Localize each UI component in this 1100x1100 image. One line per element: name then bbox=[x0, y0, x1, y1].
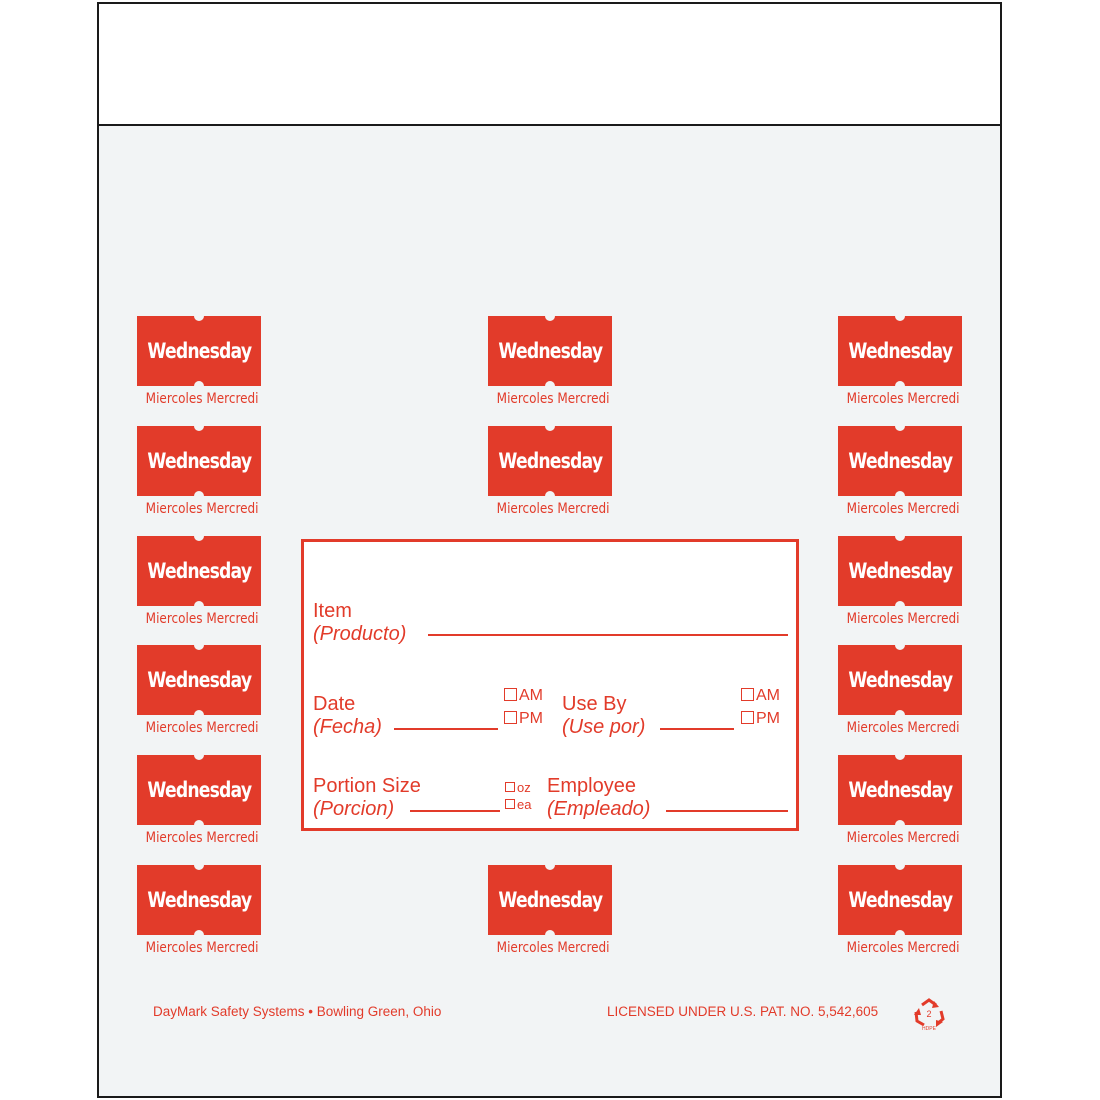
day-label: Wednesday bbox=[147, 778, 251, 802]
day-badge bbox=[137, 426, 261, 496]
day-tag bbox=[838, 755, 964, 855]
day-label: Wednesday bbox=[498, 449, 602, 473]
portion-ea-label: ea bbox=[517, 797, 532, 812]
day-tag bbox=[838, 426, 964, 526]
recycle-number: 2 bbox=[926, 1009, 932, 1019]
day-badge bbox=[838, 426, 962, 496]
day-translation: Miercoles Mercredi bbox=[846, 611, 960, 627]
date-label-es: (Fecha) bbox=[313, 716, 382, 738]
day-label: Wednesday bbox=[147, 449, 251, 473]
day-label: Wednesday bbox=[848, 339, 952, 363]
portion-label-es: (Porcion) bbox=[313, 798, 395, 820]
use-by-pm-checkbox[interactable] bbox=[741, 711, 754, 724]
day-tag bbox=[488, 426, 614, 526]
day-translation: Miercoles Mercredi bbox=[145, 391, 259, 407]
day-badge bbox=[838, 645, 962, 715]
recycle-icon bbox=[912, 997, 946, 1031]
day-badge bbox=[838, 865, 962, 935]
day-badge bbox=[838, 316, 962, 386]
employee-label: Employee bbox=[547, 775, 636, 797]
day-tag bbox=[137, 645, 263, 745]
day-translation: Miercoles Mercredi bbox=[145, 501, 259, 517]
day-tag bbox=[137, 865, 263, 965]
day-translation: Miercoles Mercredi bbox=[496, 391, 610, 407]
use-by-am-label: AM bbox=[756, 687, 780, 704]
day-badge bbox=[137, 536, 261, 606]
use-by-write-line[interactable] bbox=[660, 728, 734, 730]
manufacturer-text: DayMark Safety Systems • Bowling Green, Ohio bbox=[153, 1004, 442, 1019]
date-write-line[interactable] bbox=[394, 728, 498, 730]
date-am-checkbox[interactable] bbox=[504, 688, 517, 701]
date-am-label: AM bbox=[519, 687, 543, 704]
portion-label: Portion Size bbox=[313, 775, 421, 797]
day-label: Wednesday bbox=[147, 668, 251, 692]
day-tag bbox=[838, 865, 964, 965]
portion-oz-checkbox[interactable] bbox=[505, 782, 515, 792]
use-by-pm-label: PM bbox=[756, 710, 780, 727]
item-write-line[interactable] bbox=[428, 634, 788, 636]
date-label: Date bbox=[313, 693, 356, 715]
day-tag bbox=[137, 536, 263, 636]
employee-label-es: (Empleado) bbox=[547, 798, 651, 820]
food-label-form bbox=[301, 539, 799, 831]
day-label: Wednesday bbox=[848, 668, 952, 692]
use-by-am-checkbox[interactable] bbox=[741, 688, 754, 701]
day-translation: Miercoles Mercredi bbox=[145, 720, 259, 736]
day-tag bbox=[137, 316, 263, 416]
day-tag bbox=[838, 645, 964, 745]
day-tag bbox=[488, 865, 614, 965]
day-label: Wednesday bbox=[848, 449, 952, 473]
portion-ea-checkbox[interactable] bbox=[505, 799, 515, 809]
portion-write-line[interactable] bbox=[410, 810, 500, 812]
day-badge bbox=[137, 316, 261, 386]
item-label: Item bbox=[313, 600, 352, 622]
day-tag bbox=[137, 755, 263, 855]
recycle-code: HDPE bbox=[922, 1026, 936, 1031]
employee-write-line[interactable] bbox=[666, 810, 788, 812]
day-translation: Miercoles Mercredi bbox=[145, 940, 259, 956]
date-pm-label: PM bbox=[519, 710, 543, 727]
day-badge bbox=[137, 865, 261, 935]
day-label: Wednesday bbox=[147, 339, 251, 363]
day-badge bbox=[488, 426, 612, 496]
zip-seal-strip bbox=[99, 4, 1000, 126]
day-translation: Miercoles Mercredi bbox=[846, 940, 960, 956]
use-by-label: Use By bbox=[562, 693, 627, 715]
day-translation: Miercoles Mercredi bbox=[846, 720, 960, 736]
date-pm-checkbox[interactable] bbox=[504, 711, 517, 724]
day-label: Wednesday bbox=[848, 778, 952, 802]
day-label: Wednesday bbox=[848, 559, 952, 583]
day-label: Wednesday bbox=[498, 339, 602, 363]
day-badge bbox=[838, 755, 962, 825]
day-translation: Miercoles Mercredi bbox=[496, 501, 610, 517]
day-label: Wednesday bbox=[848, 888, 952, 912]
day-translation: Miercoles Mercredi bbox=[145, 830, 259, 846]
day-translation: Miercoles Mercredi bbox=[846, 391, 960, 407]
day-translation: Miercoles Mercredi bbox=[846, 501, 960, 517]
day-tag bbox=[838, 316, 964, 416]
day-label: Wednesday bbox=[147, 559, 251, 583]
day-tag bbox=[838, 536, 964, 636]
use-by-label-es: (Use por) bbox=[562, 716, 646, 738]
day-badge bbox=[137, 755, 261, 825]
patent-text: LICENSED UNDER U.S. PAT. NO. 5,542,605 bbox=[607, 1004, 879, 1019]
item-label-es: (Producto) bbox=[313, 623, 407, 645]
day-translation: Miercoles Mercredi bbox=[145, 611, 259, 627]
portion-oz-label: oz bbox=[517, 780, 531, 795]
day-translation: Miercoles Mercredi bbox=[496, 940, 610, 956]
day-badge bbox=[488, 316, 612, 386]
day-badge bbox=[838, 536, 962, 606]
day-tag bbox=[488, 316, 614, 416]
day-badge bbox=[488, 865, 612, 935]
day-label: Wednesday bbox=[498, 888, 602, 912]
day-tag bbox=[137, 426, 263, 526]
day-translation: Miercoles Mercredi bbox=[846, 830, 960, 846]
day-badge bbox=[137, 645, 261, 715]
day-label: Wednesday bbox=[147, 888, 251, 912]
